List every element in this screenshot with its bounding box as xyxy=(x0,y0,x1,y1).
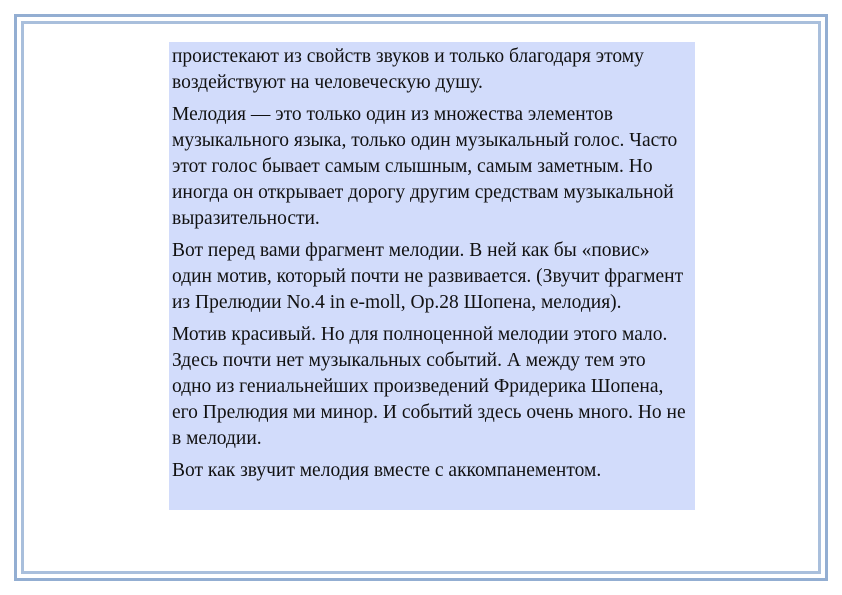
paragraph-5: Вот как звучит мелодия вместе с аккомпанементом. xyxy=(172,460,602,481)
text-block xyxy=(169,42,695,510)
paragraph-2: Мелодия — это только один из множества элементов музыкального языка, только один музыкальный голос. Часто этот голос бывает самым слышным, самым заметным. Но иногда он открывает дорогу другим средствам музыкальной выразительности. xyxy=(172,104,678,229)
paragraph-3: Вот перед вами фрагмент мелодии. В ней как бы «повис» один мотив, который почти не развивается. (Звучит фрагмент из Прелюдии No.4 in e-moll, Op.28 Шопена, мелодия). xyxy=(172,240,684,313)
paragraph-1: проистекают из свойств звуков и только благодаря этому воздействуют на человеческую душу. xyxy=(172,46,644,93)
paragraph-4: Мотив красивый. Но для полноценной мелодии этого мало. Здесь почти нет музыкальных событий. А между тем это одно из гениальнейших произведений Фридерика Шопена, его Прелюдия ми минор. И событий здесь очень много. Но не в мелодии. xyxy=(172,324,686,449)
